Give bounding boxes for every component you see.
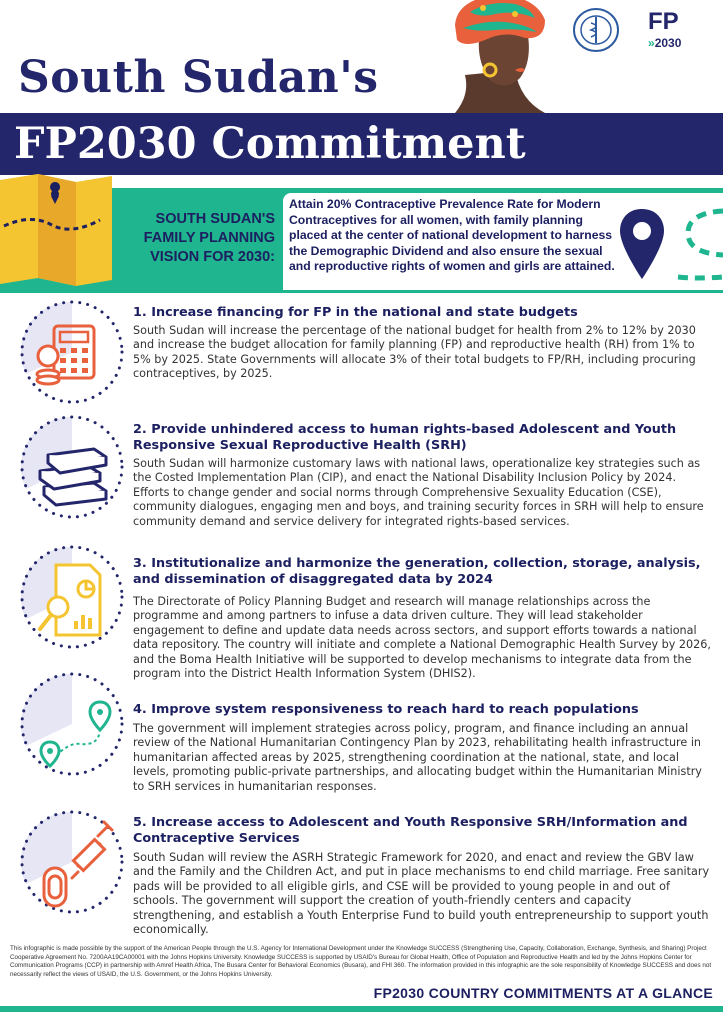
syringe-pad-icon bbox=[20, 810, 124, 914]
vision-label: SOUTH SUDAN'S FAMILY PLANNING VISION FOR 2030: bbox=[143, 211, 275, 265]
data-report-icon bbox=[20, 545, 124, 649]
logo-fp-text: FP bbox=[648, 8, 679, 35]
folded-map-icon bbox=[0, 174, 115, 288]
section-4-title: 4. Improve system responsiveness to reach hard to reach populations bbox=[133, 702, 639, 717]
section-4-body: The government will implement strategies across policy, program, and finance including an annual review of the National Humanitarian Contingency Plan by 2023, rehabilitating health infrastructure in humanitarian affected areas by 2025, strengthening coordination at the national, state, and local levels, promoting public-private partnerships, and allocating budget within the Humanitarian Ministry to SRH services in humanitarian responses. bbox=[133, 722, 702, 793]
section-3-title: 3. Institutionalize and harmonize the generation, collection, storage, analysis, and dissemination of disaggregated data by 2024 bbox=[133, 556, 701, 587]
section-1-title: 1. Increase financing for FP in the national and state budgets bbox=[133, 305, 578, 320]
vision-text: Attain 20% Contraceptive Prevalence Rate for Modern Contraceptives for all women, with family planning placed at the center of national development to harness the Demographic Dividend and also ensure the sexual and reproductive rights of women and girls are attained. bbox=[289, 197, 615, 274]
logo-year-text: 2030 bbox=[654, 36, 682, 50]
section-1-body: South Sudan will increase the percentage of the national budget for health from 2% to 12% by 2030 and increase the budget allocation for family planning (FP) and reproductive health (RH) from 1% to 5% by 2025. State Governments will allocate 3% of their total budgets to FP/RH, including procuring contraceptives, by 2025. bbox=[133, 324, 696, 381]
page-title-line2: FP2030 Commitment bbox=[14, 119, 526, 169]
route-pins-icon bbox=[20, 672, 124, 776]
woman-illustration bbox=[395, 0, 570, 113]
logo-arrows: » bbox=[648, 36, 655, 50]
calculator-coins-icon bbox=[20, 300, 124, 404]
footer-line bbox=[0, 1006, 723, 1012]
location-pin-icon bbox=[616, 205, 723, 290]
section-3-body: The Directorate of Policy Planning Budget and research will manage relationships across the programme and among partners to infuse a data driven culture. They will lead stakeholder engagement to define and update data needs across sectors, and support efforts towards a national data repository. The country will initiate and complete a National Demographic Health Survey by 2026, and the Boma Health Initiative will be supported to develop mechanisms to integrate data from the program into the District Health Information System (DHIS2). bbox=[133, 595, 711, 681]
page-title-line1: South Sudan's bbox=[18, 52, 379, 103]
section-5-title: 5. Increase access to Adolescent and Youth Responsive SRH/Information and Contraceptive Services bbox=[133, 815, 688, 846]
ministry-seal-logo bbox=[570, 5, 622, 55]
section-5-body: South Sudan will review the ASRH Strategic Framework for 2020, and enact and review the GBV law and the Family and the Children Act, and put in place mechanisms to end child marriage. Free sanitary pads will be provided to all eligible girls, and CSE will be provided to young people in and out of schools. The government will support the creation of youth-friendly centers and capacity strengthening, and establish a Youth Enterprise Fund to build youth entrepreneurship to support youth economically. bbox=[133, 851, 710, 937]
section-2-title: 2. Provide unhindered access to human rights-based Adolescent and Youth Responsive Sexual Reproductive Health (SRH) bbox=[133, 422, 677, 453]
footer-tagline: FP2030 COUNTRY COMMITMENTS AT A GLANCE bbox=[373, 985, 713, 1001]
disclaimer-text: This infographic is made possible by the support of the American People through the U.S. Agency for International Development under the Knowledge SUCCESS (Strengthening Use, Capacity, Collaboration, Exchange, Synthesis, and Sharing) Project Cooperative Agreement No. 7200AA19CA00001 with the Johns Hopkins University. Knowledge SUCCESS is supported by USAID's Bureau for Global Health, Office of Population and Reproductive Health and led by the Johns Hopkins Center for Communication Programs (CCP) in partnership with Amref Health Africa, The Busara Center for Behavioral Economics (Busara), and FHI 360. The information provided in this infographic are the sole responsibility of Knowledge SUCCESS and does not necessarily reflect the views of USAID, the U.S. Government, or the Johns Hopkins University. bbox=[10, 945, 712, 978]
books-icon bbox=[20, 415, 124, 519]
section-2-body: South Sudan will harmonize customary laws with national laws, operationalize key strategies such as the Costed Implementation Plan (CIP), and enact the National Disability Inclusion Policy by 2024. Efforts to change gender and social norms through Comprehensive Sexuality Education (CSE), community dialogues, engaging men and boys, and training security forces in SRH will help to ensure community demand and service delivery for integrated rights-based services. bbox=[133, 457, 704, 528]
fp2030-logo bbox=[648, 10, 681, 50]
